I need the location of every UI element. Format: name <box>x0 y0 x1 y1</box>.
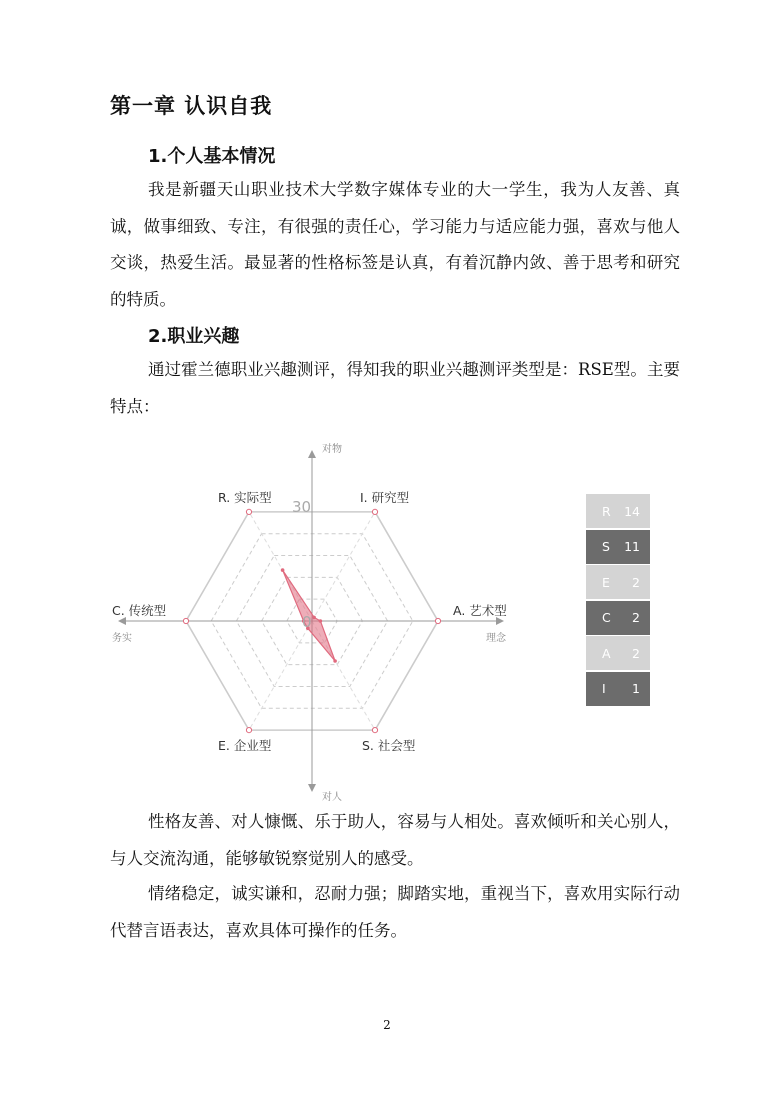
radar-spoke <box>312 512 375 621</box>
page-number: 2 <box>383 1018 391 1032</box>
direction-label-top: 对物 <box>322 444 342 455</box>
score-row <box>586 672 650 706</box>
arrow-up-icon <box>308 450 316 458</box>
arrow-left-icon <box>118 617 126 625</box>
axis-label: A. 艺术型 <box>453 603 507 618</box>
section-title-career-interest: 2.职业兴趣 <box>148 326 240 347</box>
axis-label: C. 传统型 <box>112 603 167 618</box>
score-row <box>586 494 650 528</box>
score-code: A <box>602 645 611 661</box>
radar-data-point <box>281 568 285 572</box>
paragraph-basic-info: 我是新疆天山职业技术大学数字媒体专业的大一学生，我为人友善、真诚，做事细致、专注，有很强的责任心，学习能力与适应能力强，喜欢与他人交谈，热爱生活。最显著的性格标签是认真，有着沉静内敛、善于思考和研究的特质。 <box>110 180 680 309</box>
direction-label-right: 理念 <box>486 633 506 644</box>
score-value: 2 <box>632 574 640 590</box>
direction-label-left: 务实 <box>112 633 132 644</box>
paragraph-traits-2: 情绪稳定，诚实谦和，忍耐力强；脚踏实地，重视当下，喜欢用实际行动代替言语表达，喜欢具体可操作的任务。 <box>110 884 680 940</box>
radar-svg <box>0 432 774 807</box>
score-table <box>586 494 650 707</box>
score-row <box>586 636 650 670</box>
paragraph-traits-1: 性格友善、对人慷慨、乐于助人，容易与人相处。喜欢倾听和关心别人，与人交流沟通，能够敏锐察觉别人的感受。 <box>110 812 680 868</box>
radar-data-point <box>319 619 323 623</box>
radar-data-point <box>333 659 337 663</box>
axis-label: I. 研究型 <box>360 490 410 505</box>
axis-label: S. 社会型 <box>362 738 416 753</box>
radar-vertex-marker <box>372 728 377 733</box>
score-code: C <box>602 610 611 625</box>
radar-vertex-marker <box>246 728 251 733</box>
axis-label: E. 企业型 <box>218 738 272 753</box>
chapter-title: 第一章 认识自我 <box>110 94 273 118</box>
scale-label-max: 30 <box>292 498 312 516</box>
score-code: E <box>602 574 610 590</box>
score-value: 11 <box>624 539 640 554</box>
section-title-basic-info: 1.个人基本情况 <box>148 146 276 167</box>
radar-vertex-marker <box>246 509 251 514</box>
radar-vertex-marker <box>372 509 377 514</box>
paragraph-career-interest: 通过霍兰德职业兴趣测评，得知我的职业兴趣测评类型是：RSE型。主要特点： <box>110 360 680 416</box>
score-row <box>586 530 650 564</box>
scale-label-zero: 0 <box>302 613 312 631</box>
radar-vertex-marker <box>183 618 188 623</box>
score-code: S <box>602 539 610 554</box>
score-value: 1 <box>632 681 640 696</box>
radar-vertex-marker <box>435 618 440 623</box>
direction-label-bottom: 对人 <box>322 792 342 803</box>
arrow-right-icon <box>496 617 504 625</box>
score-value: 2 <box>632 645 640 661</box>
score-code: R <box>602 503 611 519</box>
arrow-down-icon <box>308 784 316 792</box>
axis-label: R. 实际型 <box>218 490 272 505</box>
score-value: 2 <box>632 610 640 625</box>
radar-data-point <box>312 616 316 620</box>
radar-spoke <box>249 621 312 730</box>
score-code: I <box>602 681 606 696</box>
score-row <box>586 601 650 635</box>
score-value: 14 <box>624 503 640 519</box>
holland-radar-chart <box>0 432 774 807</box>
score-row <box>586 565 650 599</box>
